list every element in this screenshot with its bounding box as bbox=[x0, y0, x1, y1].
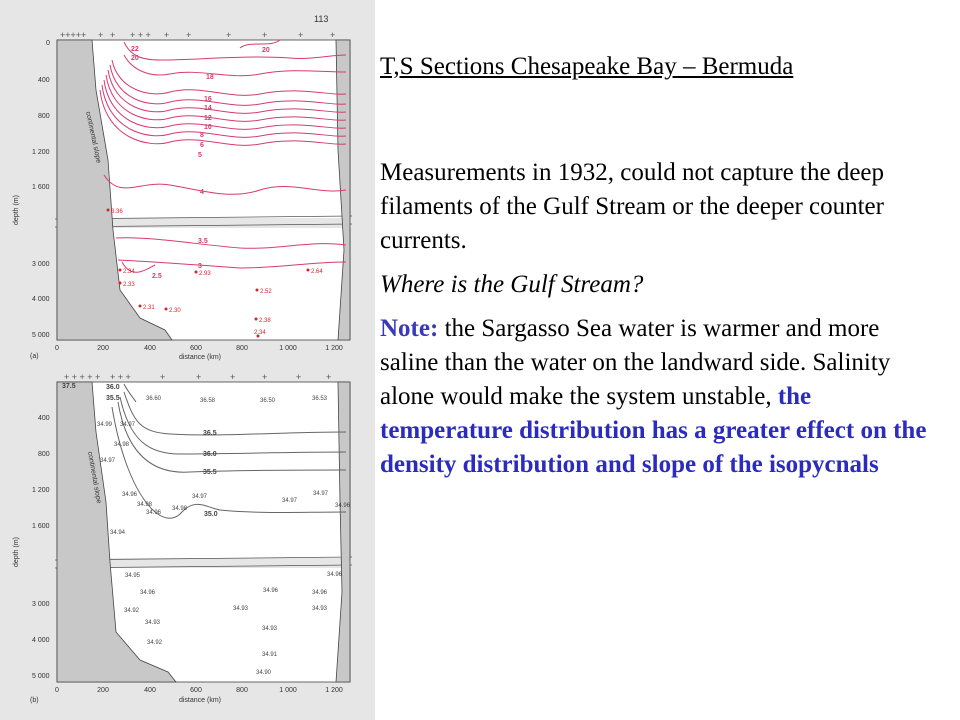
svg-text:34.96: 34.96 bbox=[263, 588, 279, 594]
svg-text:400: 400 bbox=[38, 415, 50, 422]
svg-text:34.96: 34.96 bbox=[327, 572, 343, 578]
page-number: 113 bbox=[314, 14, 329, 24]
svg-text:36.5: 36.5 bbox=[203, 430, 217, 437]
svg-text:2.34: 2.34 bbox=[123, 269, 135, 275]
svg-text:3 000: 3 000 bbox=[32, 601, 50, 608]
svg-text:10: 10 bbox=[204, 124, 212, 131]
svg-text:12: 12 bbox=[204, 115, 212, 122]
svg-text:600: 600 bbox=[190, 687, 202, 694]
svg-text:0: 0 bbox=[55, 687, 59, 694]
svg-text:1 000: 1 000 bbox=[279, 687, 297, 694]
svg-text:2.64: 2.64 bbox=[311, 269, 323, 275]
slide-title: T,S Sections Chesapeake Bay – Bermuda bbox=[380, 53, 794, 80]
svg-text:+: + bbox=[262, 372, 268, 382]
svg-text:2.34: 2.34 bbox=[254, 330, 266, 336]
svg-text:200: 200 bbox=[97, 687, 109, 694]
svg-text:1 200: 1 200 bbox=[32, 149, 50, 156]
svg-text:+ + +: + + + bbox=[130, 30, 151, 40]
svg-text:36.60: 36.60 bbox=[146, 396, 162, 402]
svg-text:36.53: 36.53 bbox=[312, 396, 328, 402]
svg-text:4 000: 4 000 bbox=[32, 296, 50, 303]
x-axis-label-a: distance (km) bbox=[178, 354, 222, 361]
svg-text:600: 600 bbox=[190, 345, 202, 352]
svg-text:400: 400 bbox=[38, 77, 50, 84]
svg-text:+ + +: + + + bbox=[110, 372, 131, 382]
svg-text:34.96: 34.96 bbox=[122, 492, 138, 498]
svg-text:8: 8 bbox=[200, 132, 204, 139]
svg-text:34.93: 34.93 bbox=[262, 626, 278, 632]
svg-text:+ + + + +: + + + + + bbox=[64, 372, 101, 382]
svg-text:34.93: 34.93 bbox=[145, 620, 161, 626]
svg-text:+: + bbox=[230, 372, 236, 382]
svg-text:+: + bbox=[196, 372, 202, 382]
svg-text:34.99: 34.99 bbox=[97, 422, 113, 428]
svg-text:2.38: 2.38 bbox=[259, 318, 271, 324]
svg-text:+: + bbox=[186, 30, 192, 40]
svg-text:34.97: 34.97 bbox=[313, 491, 329, 497]
y-axis-label-a: depth (m) bbox=[13, 195, 20, 225]
svg-text:35.5: 35.5 bbox=[203, 469, 217, 476]
svg-text:36.58: 36.58 bbox=[200, 398, 216, 404]
slope-label: continental slope bbox=[86, 451, 103, 505]
svg-text:+: + bbox=[98, 30, 104, 40]
svg-text:800: 800 bbox=[236, 345, 248, 352]
svg-text:5: 5 bbox=[198, 152, 202, 159]
svg-text:34.97: 34.97 bbox=[282, 498, 298, 504]
svg-text:+: + bbox=[164, 30, 170, 40]
svg-text:34.94: 34.94 bbox=[110, 530, 126, 536]
svg-text:35.0: 35.0 bbox=[204, 511, 218, 518]
svg-text:+: + bbox=[298, 30, 304, 40]
svg-text:37.5: 37.5 bbox=[62, 383, 76, 390]
svg-text:34.96: 34.96 bbox=[335, 503, 351, 509]
svg-text:34.96: 34.96 bbox=[312, 590, 328, 596]
svg-text:800: 800 bbox=[236, 687, 248, 694]
svg-text:14: 14 bbox=[204, 105, 212, 112]
svg-text:34.93: 34.93 bbox=[233, 606, 249, 612]
svg-text:800: 800 bbox=[38, 113, 50, 120]
svg-text:0: 0 bbox=[46, 40, 50, 47]
svg-text:34.97: 34.97 bbox=[120, 422, 136, 428]
x-axis-label-b: distance (km) bbox=[178, 697, 222, 704]
svg-text:+: + bbox=[160, 372, 166, 382]
note-emphasis: the temperature distribution has a greater effect on the density distribution and slope of the isopycnals bbox=[380, 383, 927, 478]
svg-text:4 000: 4 000 bbox=[32, 637, 50, 644]
svg-text:+++++: +++++ bbox=[60, 30, 87, 40]
svg-text:36.50: 36.50 bbox=[260, 398, 276, 404]
svg-text:1 600: 1 600 bbox=[32, 523, 50, 530]
svg-text:34.90: 34.90 bbox=[256, 670, 272, 676]
slide-text bbox=[380, 50, 940, 482]
note-paragraph bbox=[380, 312, 940, 482]
svg-text:1 200: 1 200 bbox=[325, 345, 343, 352]
svg-text:3.5: 3.5 bbox=[198, 238, 208, 245]
y-axis-label-b: depth (m) bbox=[13, 537, 20, 567]
svg-text:16: 16 bbox=[204, 96, 212, 103]
svg-text:2.5: 2.5 bbox=[152, 273, 162, 280]
svg-text:34.91: 34.91 bbox=[262, 652, 278, 658]
panel-tag-b: (b) bbox=[30, 697, 39, 704]
svg-text:+: + bbox=[296, 372, 302, 382]
salinity-section bbox=[0, 362, 375, 720]
svg-text:34.97: 34.97 bbox=[192, 494, 208, 500]
svg-text:+: + bbox=[226, 30, 232, 40]
svg-text:34.93: 34.93 bbox=[312, 606, 328, 612]
svg-text:800: 800 bbox=[38, 451, 50, 458]
svg-text:22: 22 bbox=[131, 46, 139, 53]
note-text: the Sargasso Sea water is warmer and more saline than the water on the landward side. Salinity alone would make the system unstable, bbox=[380, 315, 891, 410]
svg-text:35.5: 35.5 bbox=[106, 395, 120, 402]
svg-text:1 200: 1 200 bbox=[32, 487, 50, 494]
svg-text:6: 6 bbox=[200, 142, 204, 149]
svg-text:400: 400 bbox=[144, 345, 156, 352]
question-text: Where is the Gulf Stream? bbox=[380, 271, 644, 298]
svg-text:36.0: 36.0 bbox=[106, 384, 120, 391]
svg-text:3: 3 bbox=[198, 263, 202, 270]
figure-column bbox=[0, 0, 375, 720]
slope-label: continental slope bbox=[84, 110, 102, 164]
svg-text:+: + bbox=[326, 372, 332, 382]
svg-text:34.98: 34.98 bbox=[114, 442, 130, 448]
svg-text:1 600: 1 600 bbox=[32, 184, 50, 191]
svg-text:2.30: 2.30 bbox=[169, 308, 181, 314]
svg-text:20: 20 bbox=[262, 47, 270, 54]
svg-text:2.93: 2.93 bbox=[199, 271, 211, 277]
svg-text:+: + bbox=[110, 30, 116, 40]
svg-text:200: 200 bbox=[97, 345, 109, 352]
svg-text:36.0: 36.0 bbox=[203, 451, 217, 458]
svg-text:34.97: 34.97 bbox=[100, 458, 116, 464]
svg-text:2.52: 2.52 bbox=[260, 289, 272, 295]
svg-text:2.31: 2.31 bbox=[143, 305, 155, 311]
svg-text:34.95: 34.95 bbox=[125, 573, 141, 579]
svg-text:2.33: 2.33 bbox=[123, 282, 135, 288]
svg-text:4: 4 bbox=[200, 189, 204, 196]
panel-tag-a: (a) bbox=[30, 353, 39, 360]
svg-text:34.92: 34.92 bbox=[147, 640, 163, 646]
svg-text:18: 18 bbox=[206, 74, 214, 81]
svg-text:400: 400 bbox=[144, 687, 156, 694]
svg-text:+: + bbox=[330, 30, 336, 40]
svg-text:3.36: 3.36 bbox=[111, 209, 123, 215]
svg-text:34.98: 34.98 bbox=[172, 506, 188, 512]
svg-text:34.98: 34.98 bbox=[137, 502, 153, 508]
svg-text:5 000: 5 000 bbox=[32, 673, 50, 680]
svg-text:20: 20 bbox=[131, 55, 139, 62]
svg-text:34.96: 34.96 bbox=[146, 510, 162, 516]
svg-text:0: 0 bbox=[55, 345, 59, 352]
svg-text:+: + bbox=[262, 30, 268, 40]
svg-text:34.96: 34.96 bbox=[140, 590, 156, 596]
svg-text:1 000: 1 000 bbox=[279, 345, 297, 352]
svg-text:1 200: 1 200 bbox=[325, 687, 343, 694]
paragraph-measurements: Measurements in 1932, could not capture the deep filaments of the Gulf Stream or the deeper counter currents. bbox=[380, 159, 885, 254]
svg-text:5 000: 5 000 bbox=[32, 332, 50, 339]
svg-text:34.92: 34.92 bbox=[124, 608, 140, 614]
svg-text:3 000: 3 000 bbox=[32, 261, 50, 268]
temperature-section bbox=[0, 0, 375, 362]
note-label: Note: bbox=[380, 315, 439, 342]
